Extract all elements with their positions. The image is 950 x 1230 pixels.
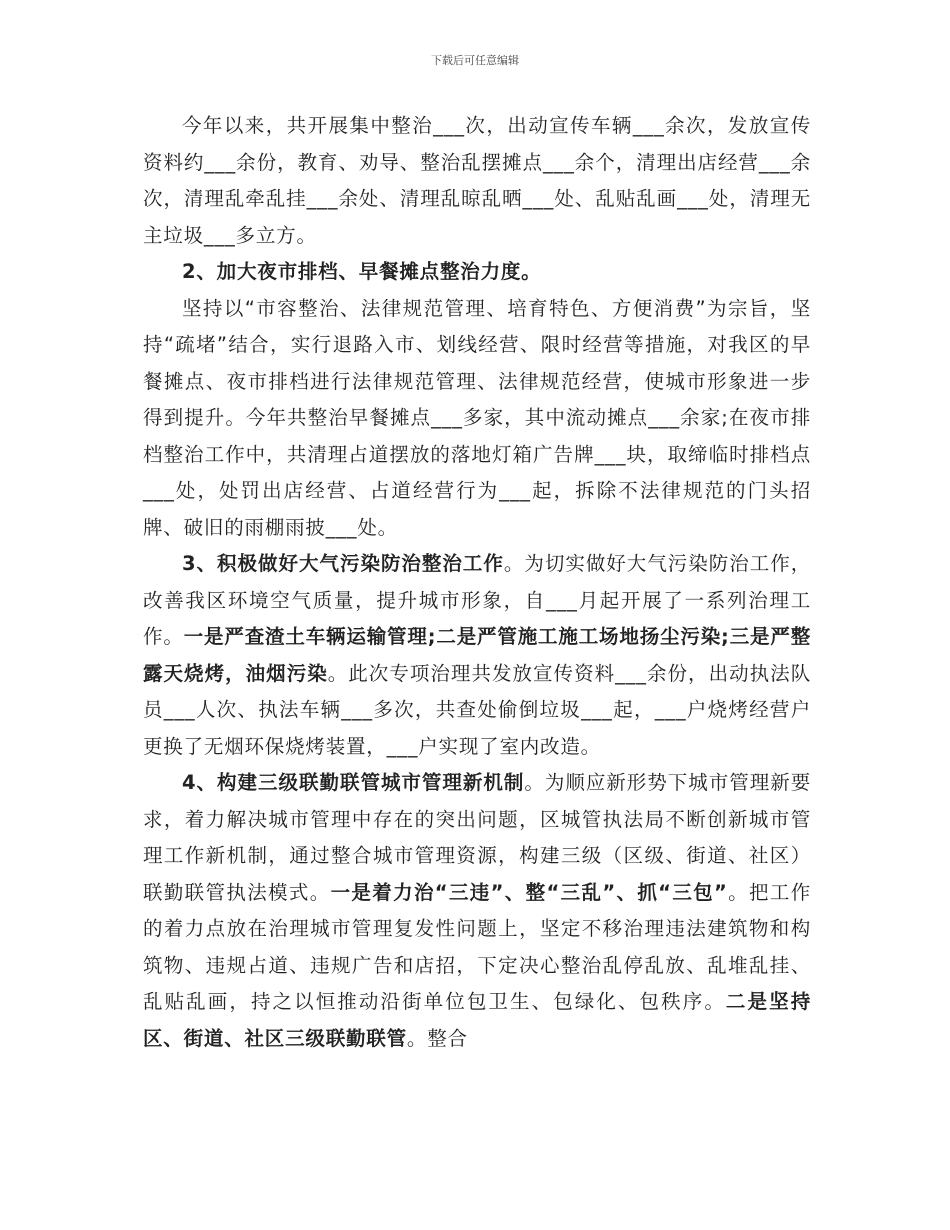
paragraph-night-market: 坚持以“市容整治、法律规范管理、培育特色、方便消费”为宗旨，坚持“疏堵”结合，实行退路入市、划线经营、限时经营等措施，对我区的早餐摊点、夜市排档进行法律规范管理、法律规范经营，使城市形象进一步得到提升。今年共整治早餐摊点___多家，其中流动摊点___余家;在夜市排档整治工作中，共清理占道摆放的落地灯箱广告牌___块，取缔临时排档点___处，处罚出店经营、占道经营行为___起，拆除不法律规范的门头招牌、破旧的雨棚雨披___处。	[143, 296, 811, 539]
paragraph-air-pollution	[143, 546, 811, 765]
paragraph-text: 。为顺应新形势下城市管理新要求，着力解决城市管理中存在的突出问题，区城管执法局不断创新城市管理工作新机制，通过整合城市管理资源，构建三级（区级、街道、社区）联勤联管执法模式。	[143, 771, 811, 904]
paragraph-text: 。此次专项治理共发放宣传资料___余份，出动执法队员___人次、执法车辆___多次，共查处偷倒垃圾___起，___户烧烤经营户更换了无烟环保烧烤装置，___户实现了室内改造。	[143, 661, 811, 758]
bold-point-two: 二是坚持区、街道、社区三级联勤联管	[143, 990, 811, 1050]
bold-point-one: 一是着力治“三违”、整“三乱”、抓“三包”	[330, 880, 728, 904]
section-heading-air-pollution: 3、积极做好大气污染防治整治工作	[182, 552, 504, 575]
document-body	[143, 108, 811, 1057]
section-heading-joint-management: 4、构建三级联勤联管城市管理新机制	[182, 771, 525, 794]
section-heading-night-market: 2、加大夜市排档、早餐摊点整治力度。	[182, 260, 542, 283]
paragraph-text: 。整合	[406, 1026, 468, 1050]
paragraph-text: 。把工作的着力点放在治理城市管理复发性问题上，坚定不移治理违法建筑物和构筑物、违规占道、违规广告和店招，下定决心整治乱停乱放、乱堆乱挂、乱贴乱画，持之以恒推动沿街单位包卫生、包绿化、包秩序。	[143, 880, 812, 1013]
paragraph-joint-management	[143, 765, 811, 1057]
paragraph-summary: 今年以来，共开展集中整治___次，出动宣传车辆___余次，发放宣传资料约___余份，教育、劝导、整治乱摆摊点___余个，清理出店经营___余次，清理乱牵乱挂___余处、清理乱晾乱晒___处、乱贴乱画___处，清理无主垃圾___多立方。	[143, 114, 811, 247]
page-header: 下载后可任意编辑	[431, 54, 519, 67]
bold-measures: 一是严查渣土车辆运输管理;二是严管施工施工场地扬尘污染;三是严整露天烧烤，油烟污染	[143, 625, 811, 685]
paragraph-text: 。为切实做好大气污染防治工作，改善我区环境空气质量，提升城市形象，自___月起开展了一系列治理工作。	[143, 552, 811, 648]
